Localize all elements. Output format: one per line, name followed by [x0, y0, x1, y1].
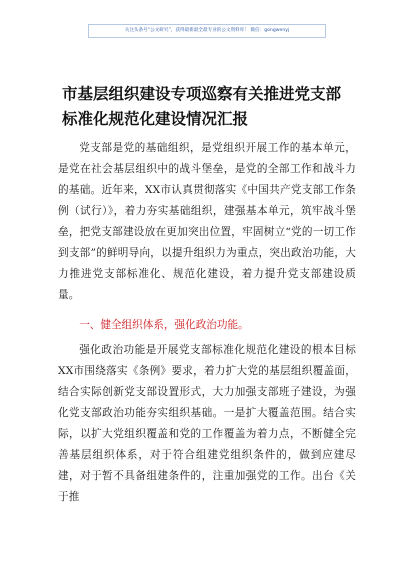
document-body	[58, 138, 356, 508]
top-banner: 关注头条号“公文研究”，获得最新最全最专业的公文资料库！ 微信：gongwenyj	[88, 24, 326, 38]
document-title: 市基层组织建设专项巡察有关推进党支部标准化规范化建设情况汇报	[62, 85, 342, 128]
section-heading: 一、健全组织体系，强化政治功能。	[79, 319, 249, 331]
intro-paragraph: 党支部是党的基础组织，是党组织开展工作的基本单元，是党在社会基层组织中的战斗堡垒，是党的全部工作和战斗力的基础。近年来，XX市认真贯彻落实《中国共产党支部工作条例（试行）》，着力夯实基础组织，建强基本单元，筑牢战斗堡垒，把党支部建设放在更加突出位置，牢固树立“党的一切工作到支部”的鲜明导向，以提升组织力为重点，突出政治功能，大力推进党支部标准化、规范化建设，着力提升党支部建设质量。	[58, 142, 356, 301]
section-paragraph: 强化政治功能是开展党支部标准化规范化建设的根本目标XX市围绕落实《条例》要求，着力扩大党的基层组织覆盖面，结合实际创新党支部设置形式，大力加强支部班子建设，为强化党支部政治功能夯实组织基础。一是扩大覆盖范围。结合实际，以扩大党组织覆盖和党的工作覆盖为着力点，不断健全完善基层组织体系，对于符合组建党组织条件的，做到应建尽建，对于暂不具备组建条件的，注重加强党的工作。出台《关于推	[58, 344, 356, 503]
